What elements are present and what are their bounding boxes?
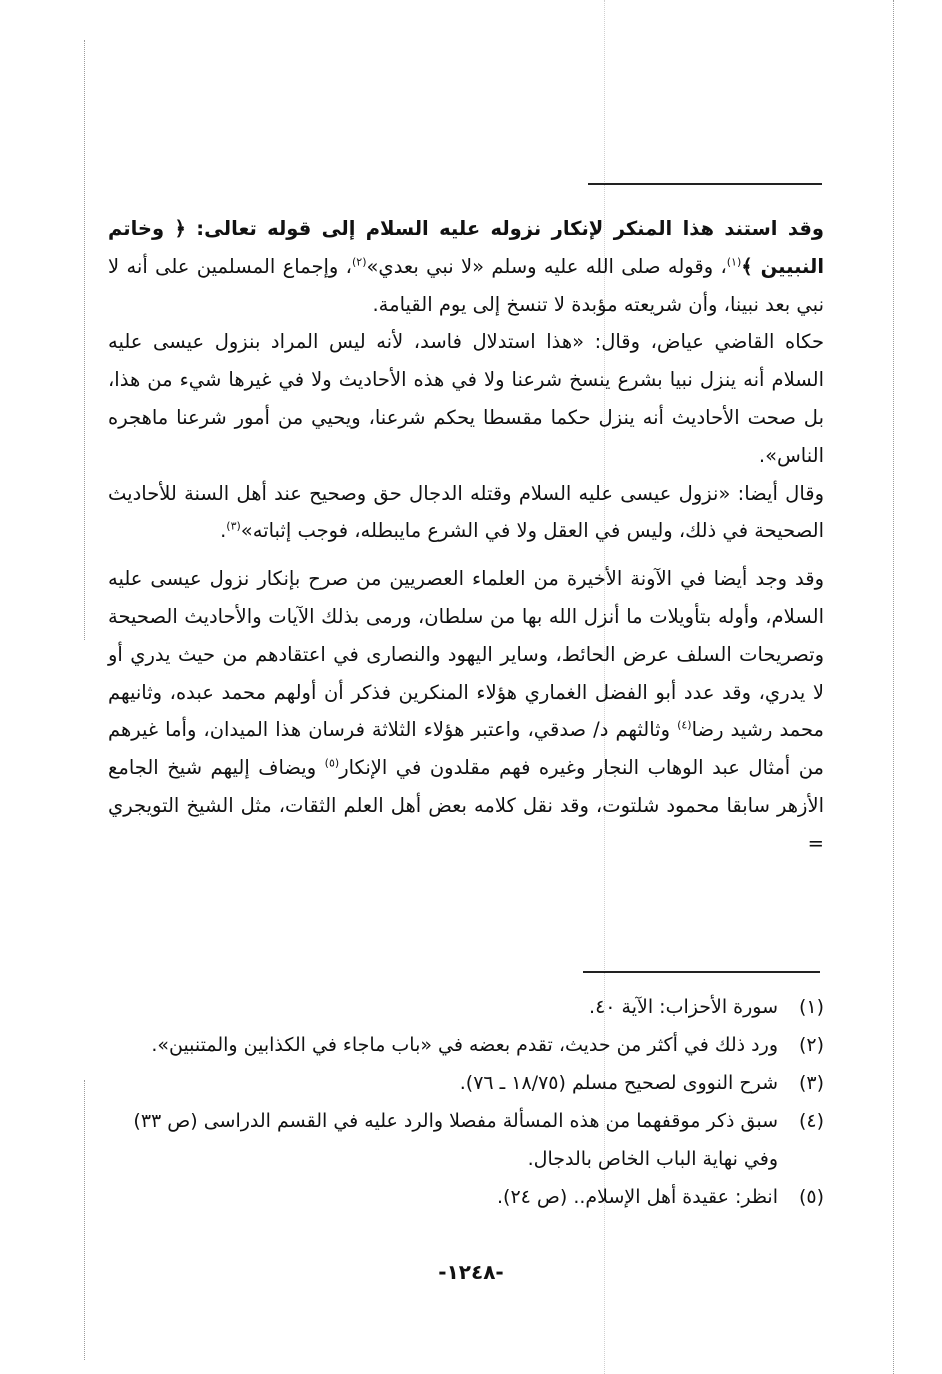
quran-quote: ﴿ وخاتم النبيين ﴾ xyxy=(108,217,825,278)
scan-mark-left-lower xyxy=(84,1080,85,1360)
footnote-1 xyxy=(108,988,824,1026)
footnote-text: سبق ذكر موقفهما من هذه المسألة مفصلا والرد عليه في القسم الدراسى (ص ٣٣) وفي نهاية الباب الخاص بالدجال. xyxy=(133,1110,778,1170)
footnote-text: ورد ذلك في أكثر من حديث، تقدم بعضه في «باب ماجاء في الكذابين والمتنبين». xyxy=(151,1034,778,1056)
footnote-number: (١) xyxy=(798,996,824,1018)
footnote-number: (٥) xyxy=(798,1186,824,1208)
footnote-ref-4[interactable]: (٤) xyxy=(677,718,692,732)
footnote-text: شرح النووى لصحيح مسلم (١٨/٧٥ ـ ٧٦). xyxy=(459,1072,778,1094)
paragraph-3 xyxy=(108,475,824,551)
footnote-rule xyxy=(583,971,820,973)
paragraph-4-part-a: وقد وجد أيضا في الآونة الأخيرة من العلماء العصريين من صرح بإنكار نزول عيسى عليه السلام، وأوله بتأويلات ما أنزل الله بها من سلطان، ورمى بذلك الآيات والأحاديث الصحيحة وتصريحات السلف عرض الحائط، وساير اليهود والنصارى في اعتقادهم من حيث يدري أو لا يدري، وقد عدد أبو الفضل الغماري هؤلاء المنكرين فذكر أن أولهم محمد عبده، وثانيهم محمد رشيد رضا xyxy=(108,567,824,742)
scan-mark-left xyxy=(84,40,85,640)
scan-mark-right xyxy=(893,0,894,1374)
paragraph-3-end: . xyxy=(220,519,227,543)
footnote-ref-1[interactable]: (١) xyxy=(726,255,742,269)
paragraph-4 xyxy=(108,560,824,862)
paragraph-3-text: وقال أيضا: «نزول عيسى عليه السلام وقتله الدجال حق وصحيح عند أهل السنة للأحاديث الصحيحة في ذلك، وليس في العقل ولا في الشرع مايبطله، فوجب إثباته» xyxy=(108,481,824,543)
top-rule xyxy=(588,183,822,185)
main-text xyxy=(108,210,824,863)
footnote-2 xyxy=(108,1026,824,1064)
footnote-3 xyxy=(108,1064,824,1102)
paragraph-4-part-c: ويضاف إليهم شيخ الجامع الأزهر سابقا محمود شلتوت، وقد نقل كلامه بعض أهل العلم الثقات، مثل الشيخ التويجري = xyxy=(108,756,824,855)
paragraph-4-part-b: وثالثهم د/ صدقي، واعتبر هؤلاء الثلاثة فرسان هذا الميدان، وأما غيرهم من أمثال عبد الوهاب النجار وغيره فهم مقلدون في الإنكار xyxy=(108,718,825,780)
footnote-4 xyxy=(108,1102,824,1178)
paragraph-2: حكاه القاضي عياض، وقال: «هذا استدلال فاسد، لأنه ليس المراد بنزول عيسى عليه السلام أنه ينزل نبيا بشرع ينسخ شرعنا ولا في هذه الأحاديث ولا في غيرها شيء من هذا، بل صحت الأحاديث أنه ينزل حكما مقسطا يحكم شرعنا، ويحيي من أمور شرعنا ماهجره الناس». xyxy=(108,330,824,467)
footnote-text: انظر: عقيدة أهل الإسلام.. (ص ٢٤). xyxy=(496,1186,778,1208)
footnote-text: سورة الأحزاب: الآية ٤٠. xyxy=(589,996,778,1018)
paragraph-1 xyxy=(108,210,824,323)
paragraph-1-part-a: وقد استند هذا المنكر لإنكار نزوله عليه السلام إلى قوله تعالى: xyxy=(185,217,824,240)
footnote-ref-5[interactable]: (٥) xyxy=(324,756,340,770)
footnote-ref-2[interactable]: (٢) xyxy=(351,255,367,269)
footnote-5 xyxy=(108,1178,824,1216)
page-number: -١٢٤٨- xyxy=(438,1260,504,1284)
footnote-ref-3[interactable]: (٣) xyxy=(226,519,241,533)
footnote-number: (٢) xyxy=(798,1034,824,1056)
footnote-number: (٤) xyxy=(798,1110,824,1132)
footnotes xyxy=(108,988,824,1216)
paragraph-1-part-b: ، وقوله صلى الله عليه وسلم «لا نبي بعدي» xyxy=(366,254,727,278)
footnote-number: (٣) xyxy=(798,1072,824,1094)
paragraph-gap xyxy=(108,550,824,560)
paragraph-1-part-c: ، وإجماع المسلمين على أنه لا نبي بعد نبينا، وأن شريعته مؤبدة لا تنسخ إلى يوم القيامة. xyxy=(108,254,824,316)
